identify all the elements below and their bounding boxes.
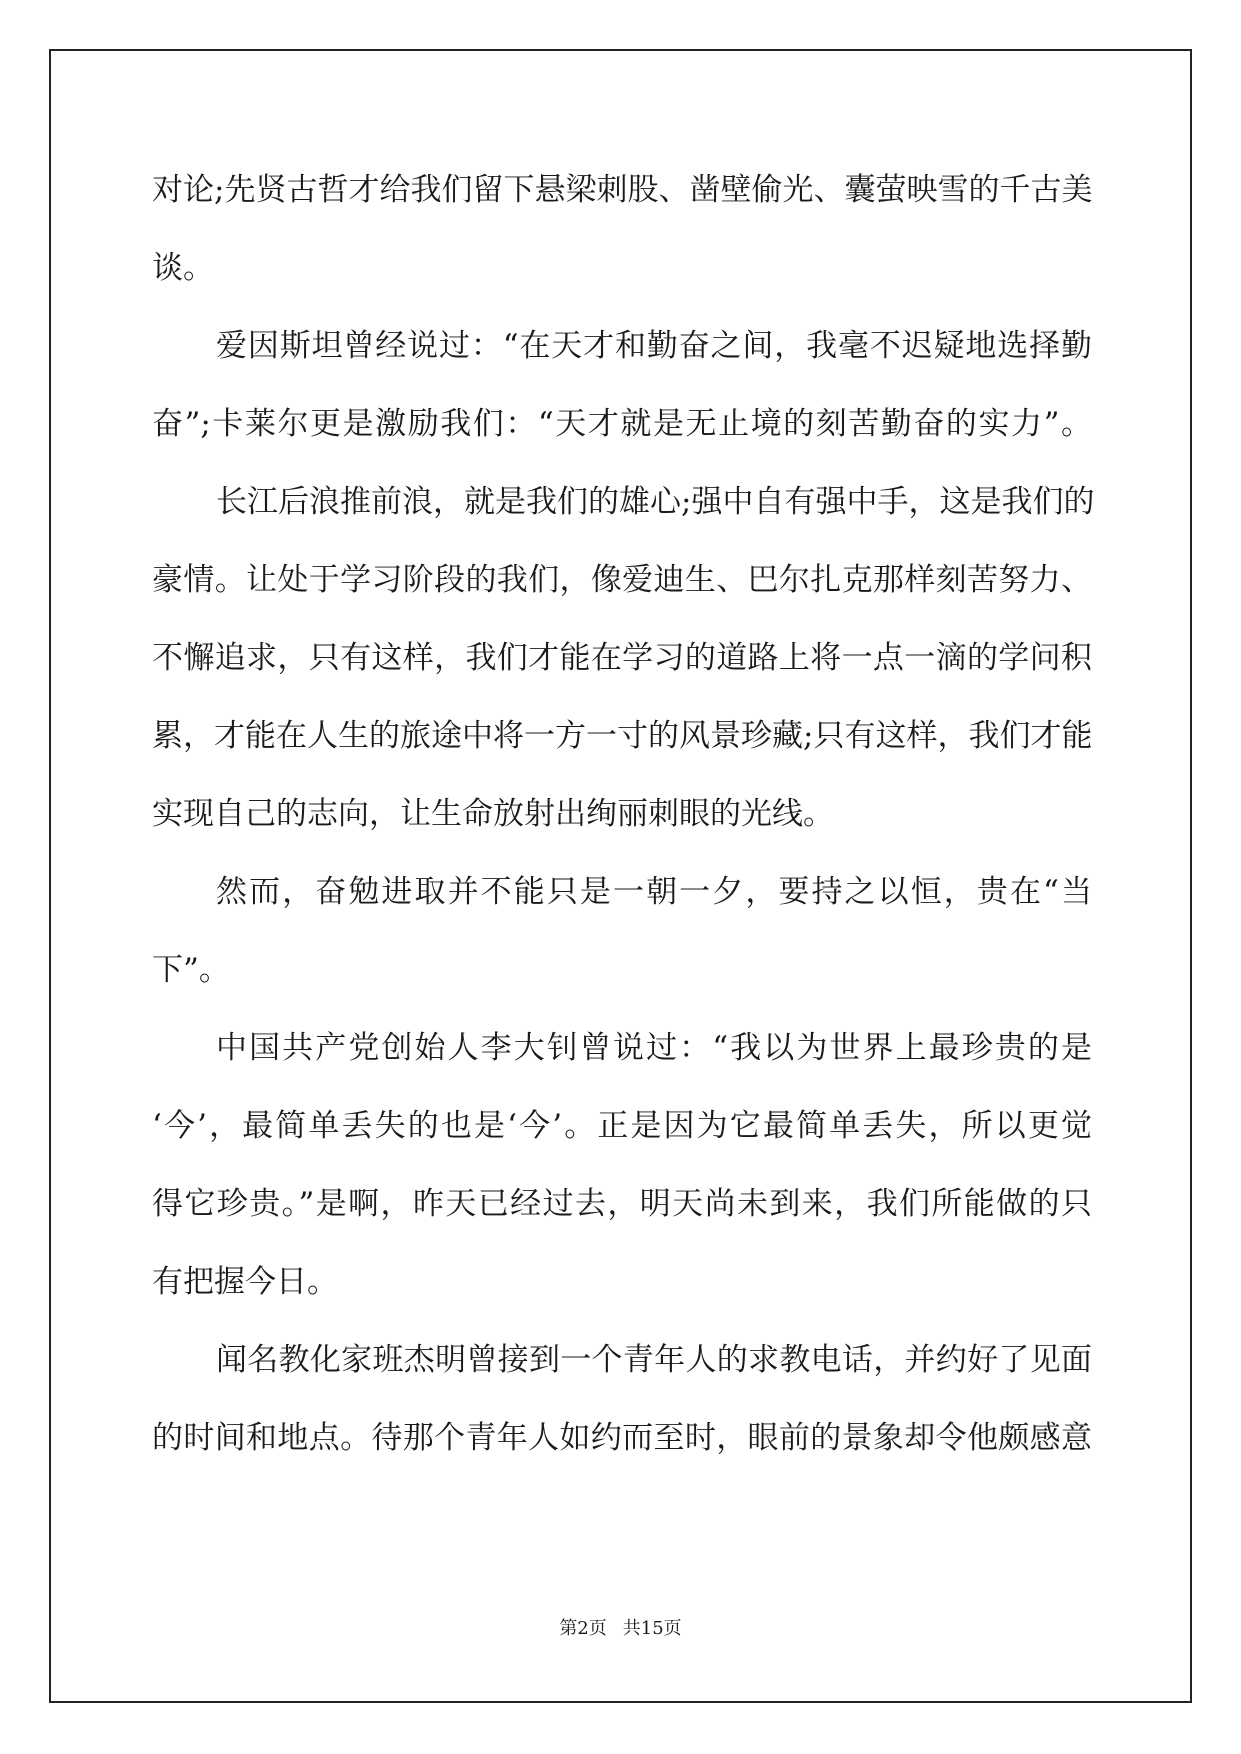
text-line: 然而，奋勉进取并不能只是一朝一夕，要持之以恒，贵在“当: [216, 874, 1092, 910]
text-line: 不懈追求，只有这样，我们才能在学习的道路上将一点一滴的学问积: [152, 640, 1092, 676]
text-line: 长江后浪推前浪，就是我们的雄心;强中自有强中手，这是我们的: [216, 484, 1095, 520]
text-line: 奋”;卡莱尔更是激励我们：“天才就是无止境的刻苦勤奋的实力”。: [152, 406, 1092, 442]
text-line: 谈。: [152, 250, 214, 286]
document-body: [152, 160, 1095, 1486]
text-line: ‘今’，最简单丢失的也是‘今’。正是因为它最简单丢失，所以更觉: [152, 1108, 1092, 1144]
text-line: 豪情。让处于学习阶段的我们，像爱迪生、巴尔扎克那样刻苦努力、: [152, 562, 1092, 598]
text-line: 下”。: [152, 952, 230, 988]
text-line: 得它珍贵。”是啊，昨天已经过去，明天尚未到来，我们所能做的只: [152, 1186, 1092, 1222]
text-line: 的时间和地点。待那个青年人如约而至时，眼前的景象却令他颇感意: [152, 1420, 1092, 1456]
page-number-current: 第2页: [559, 1618, 607, 1639]
text-line: 中国共产党创始人李大钊曾说过：“我以为世界上最珍贵的是: [216, 1030, 1092, 1066]
text-line: 闻名教化家班杰明曾接到一个青年人的求教电话，并约好了见面: [216, 1342, 1092, 1378]
page-footer: [0, 1614, 1241, 1640]
text-line: 爱因斯坦曾经说过：“在天才和勤奋之间，我毫不迟疑地选择勤: [216, 328, 1092, 364]
text-line: 对论;先贤古哲才给我们留下悬梁刺股、凿壁偷光、囊萤映雪的千古美: [152, 172, 1093, 208]
text-line: 累，才能在人生的旅途中将一方一寸的风景珍藏;只有这样，我们才能: [152, 718, 1093, 754]
page-number-total: 共15页: [622, 1618, 682, 1639]
text-line: 有把握今日。: [152, 1264, 338, 1300]
text-line: 实现自己的志向，让生命放射出绚丽刺眼的光线。: [152, 796, 834, 832]
